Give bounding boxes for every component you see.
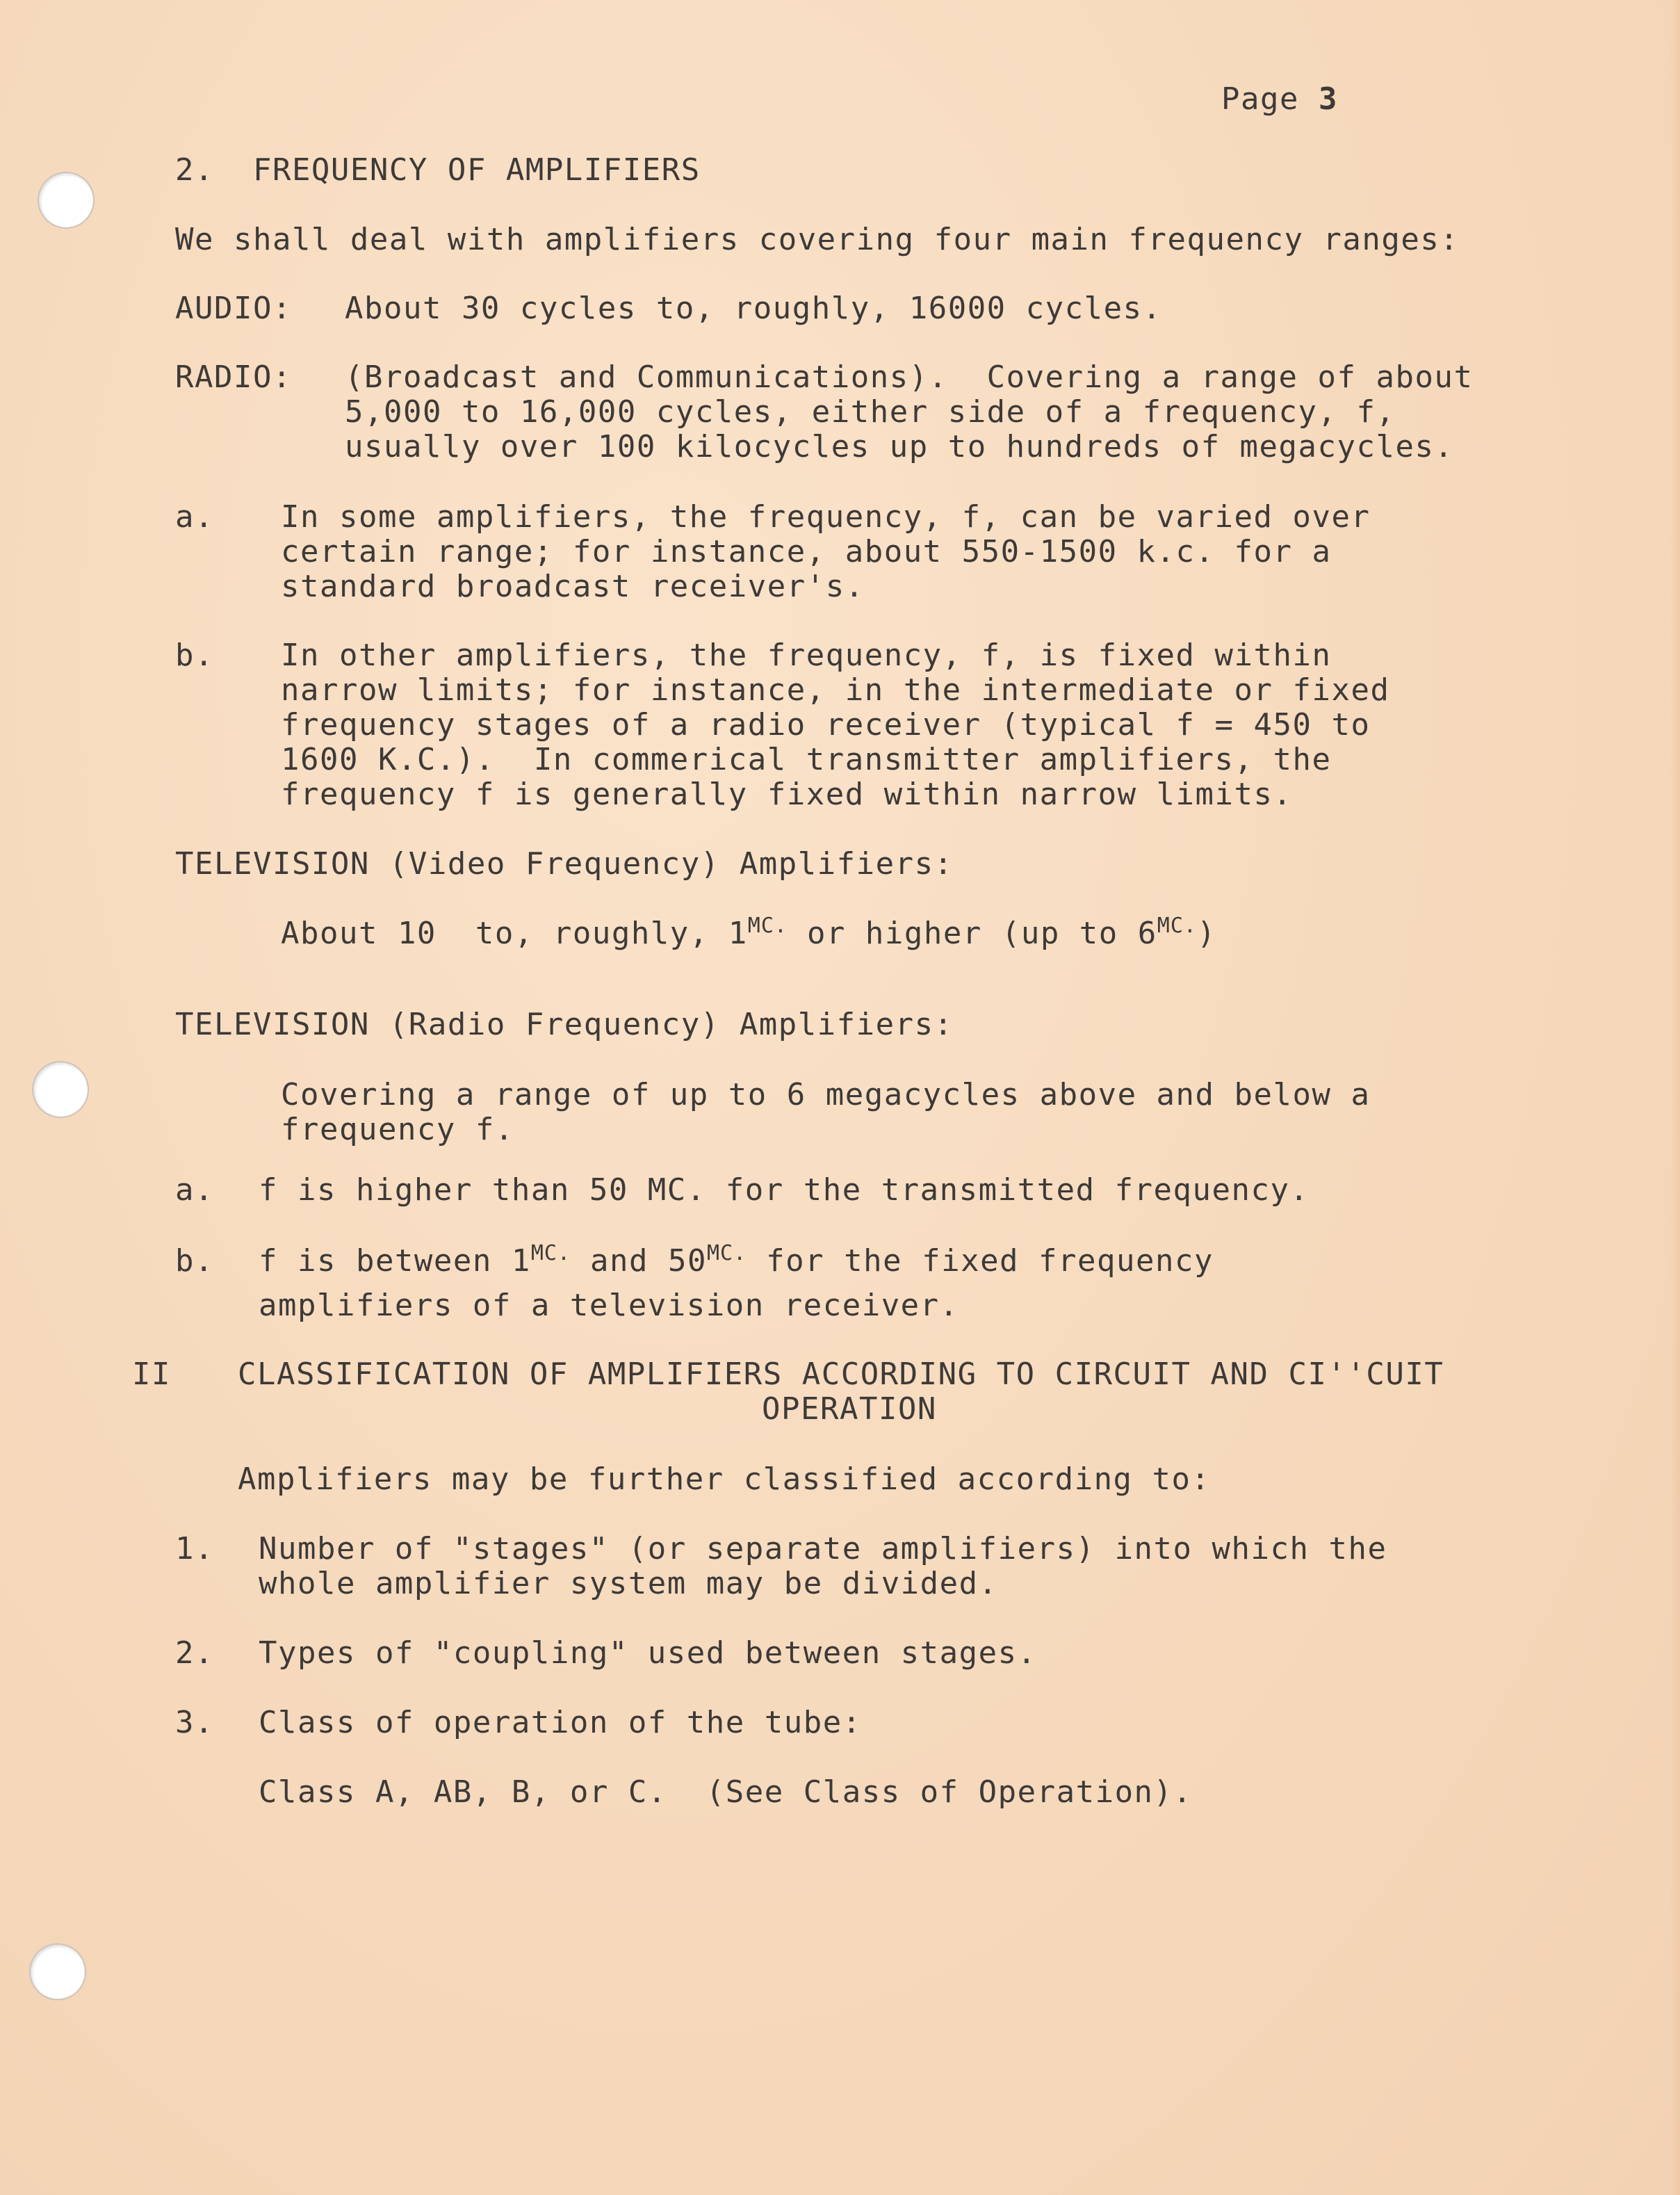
page-number-value: 3	[1318, 81, 1338, 117]
punch-hole-top	[38, 172, 95, 229]
section-2-numeral: II	[132, 1356, 171, 1392]
intro-paragraph: We shall deal with amplifiers covering four main frequency ranges:	[175, 222, 1460, 257]
list-item-2-line-1: Types of "coupling" used between stages.	[259, 1635, 1037, 1671]
item-b-line-5: frequency f is generally fixed within narrow limits.	[281, 777, 1293, 812]
item-b-line-4: 1600 K.C.). In commerical transmitter amplifiers, the	[281, 742, 1332, 777]
radio-line-3: usually over 100 kilocycles up to hundreds of megacycles.	[345, 429, 1454, 464]
item-b-marker: b.	[175, 638, 214, 673]
tv-video-range	[281, 916, 1216, 955]
item-a-line-1: In some amplifiers, the frequency, f, can be varied over	[281, 499, 1371, 535]
tv-radio-line-1: Covering a range of up to 6 megacycles above and below a	[281, 1077, 1371, 1112]
tv-video-part-3: )	[1196, 916, 1216, 951]
list-item-1-marker: 1.	[175, 1531, 214, 1566]
tv-radio-b-part-2: and 50	[571, 1243, 707, 1279]
tv-radio-heading: TELEVISION (Radio Frequency) Amplifiers:	[175, 1007, 954, 1042]
punch-hole-bottom	[29, 1943, 86, 2000]
tv-radio-item-a-marker: a.	[175, 1172, 214, 1208]
tv-radio-item-b-line-1	[259, 1241, 1214, 1282]
section-heading-frequency: 2. FREQUENCY OF AMPLIFIERS	[175, 152, 701, 188]
section-2-heading-line-1: CLASSIFICATION OF AMPLIFIERS ACCORDING TO CIRCUIT AND CI''CUIT	[238, 1356, 1444, 1392]
page-number	[1221, 82, 1338, 117]
item-b-line-1: In other amplifiers, the frequency, f, is fixed within	[281, 638, 1332, 673]
punch-hole-middle	[32, 1061, 89, 1118]
tv-radio-item-b-marker: b.	[175, 1243, 214, 1279]
tv-radio-b-part-3: for the fixed frequency	[747, 1243, 1214, 1279]
tv-video-part-2: or higher (up to 6	[787, 916, 1157, 951]
radio-label: RADIO:	[175, 359, 292, 395]
tv-radio-b-sup-1: MC.	[530, 1241, 571, 1265]
radio-line-1: (Broadcast and Communications). Covering a range of about	[345, 359, 1474, 395]
tv-radio-b-part-1: f is between 1	[259, 1243, 531, 1279]
item-b-line-3: frequency stages of a radio receiver (typical f = 450 to	[281, 707, 1371, 743]
class-line: Class A, AB, B, or C. (See Class of Operation).	[259, 1774, 1193, 1810]
tv-video-part-1: About 10 to, roughly, 1	[281, 916, 748, 951]
item-b-line-2: narrow limits; for instance, in the intermediate or fixed	[281, 672, 1390, 708]
tv-radio-b-sup-2: MC.	[707, 1241, 747, 1265]
audio-label: AUDIO:	[175, 291, 292, 326]
audio-text: About 30 cycles to, roughly, 16000 cycles.	[345, 291, 1162, 326]
item-a-marker: a.	[175, 499, 214, 535]
list-item-1-line-1: Number of "stages" (or separate amplifiers) into which the	[259, 1531, 1387, 1566]
tv-video-sup-1: MC.	[747, 914, 788, 938]
tv-radio-item-a-text: f is higher than 50 MC. for the transmitted frequency.	[259, 1172, 1310, 1208]
page-label: Page	[1221, 81, 1299, 117]
tv-radio-line-2: frequency f.	[281, 1112, 514, 1147]
tv-video-sup-2: MC.	[1157, 914, 1197, 938]
page-edge-shadow	[1670, 0, 1680, 2195]
item-a-line-3: standard broadcast receiver's.	[281, 569, 865, 604]
tv-video-heading: TELEVISION (Video Frequency) Amplifiers:	[175, 846, 954, 882]
list-item-3-marker: 3.	[175, 1705, 214, 1740]
radio-line-2: 5,000 to 16,000 cycles, either side of a frequency, f,	[345, 394, 1396, 430]
list-item-2-marker: 2.	[175, 1635, 214, 1671]
item-a-line-2: certain range; for instance, about 550-1500 k.c. for a	[281, 534, 1332, 569]
list-item-1-line-2: whole amplifier system may be divided.	[259, 1566, 998, 1601]
list-item-3-line-1: Class of operation of the tube:	[259, 1705, 862, 1740]
section-2-intro: Amplifiers may be further classified according to:	[238, 1461, 1211, 1497]
section-2-heading-line-2: OPERATION	[762, 1391, 937, 1427]
tv-radio-item-b-line-2: amplifiers of a television receiver.	[259, 1288, 959, 1323]
